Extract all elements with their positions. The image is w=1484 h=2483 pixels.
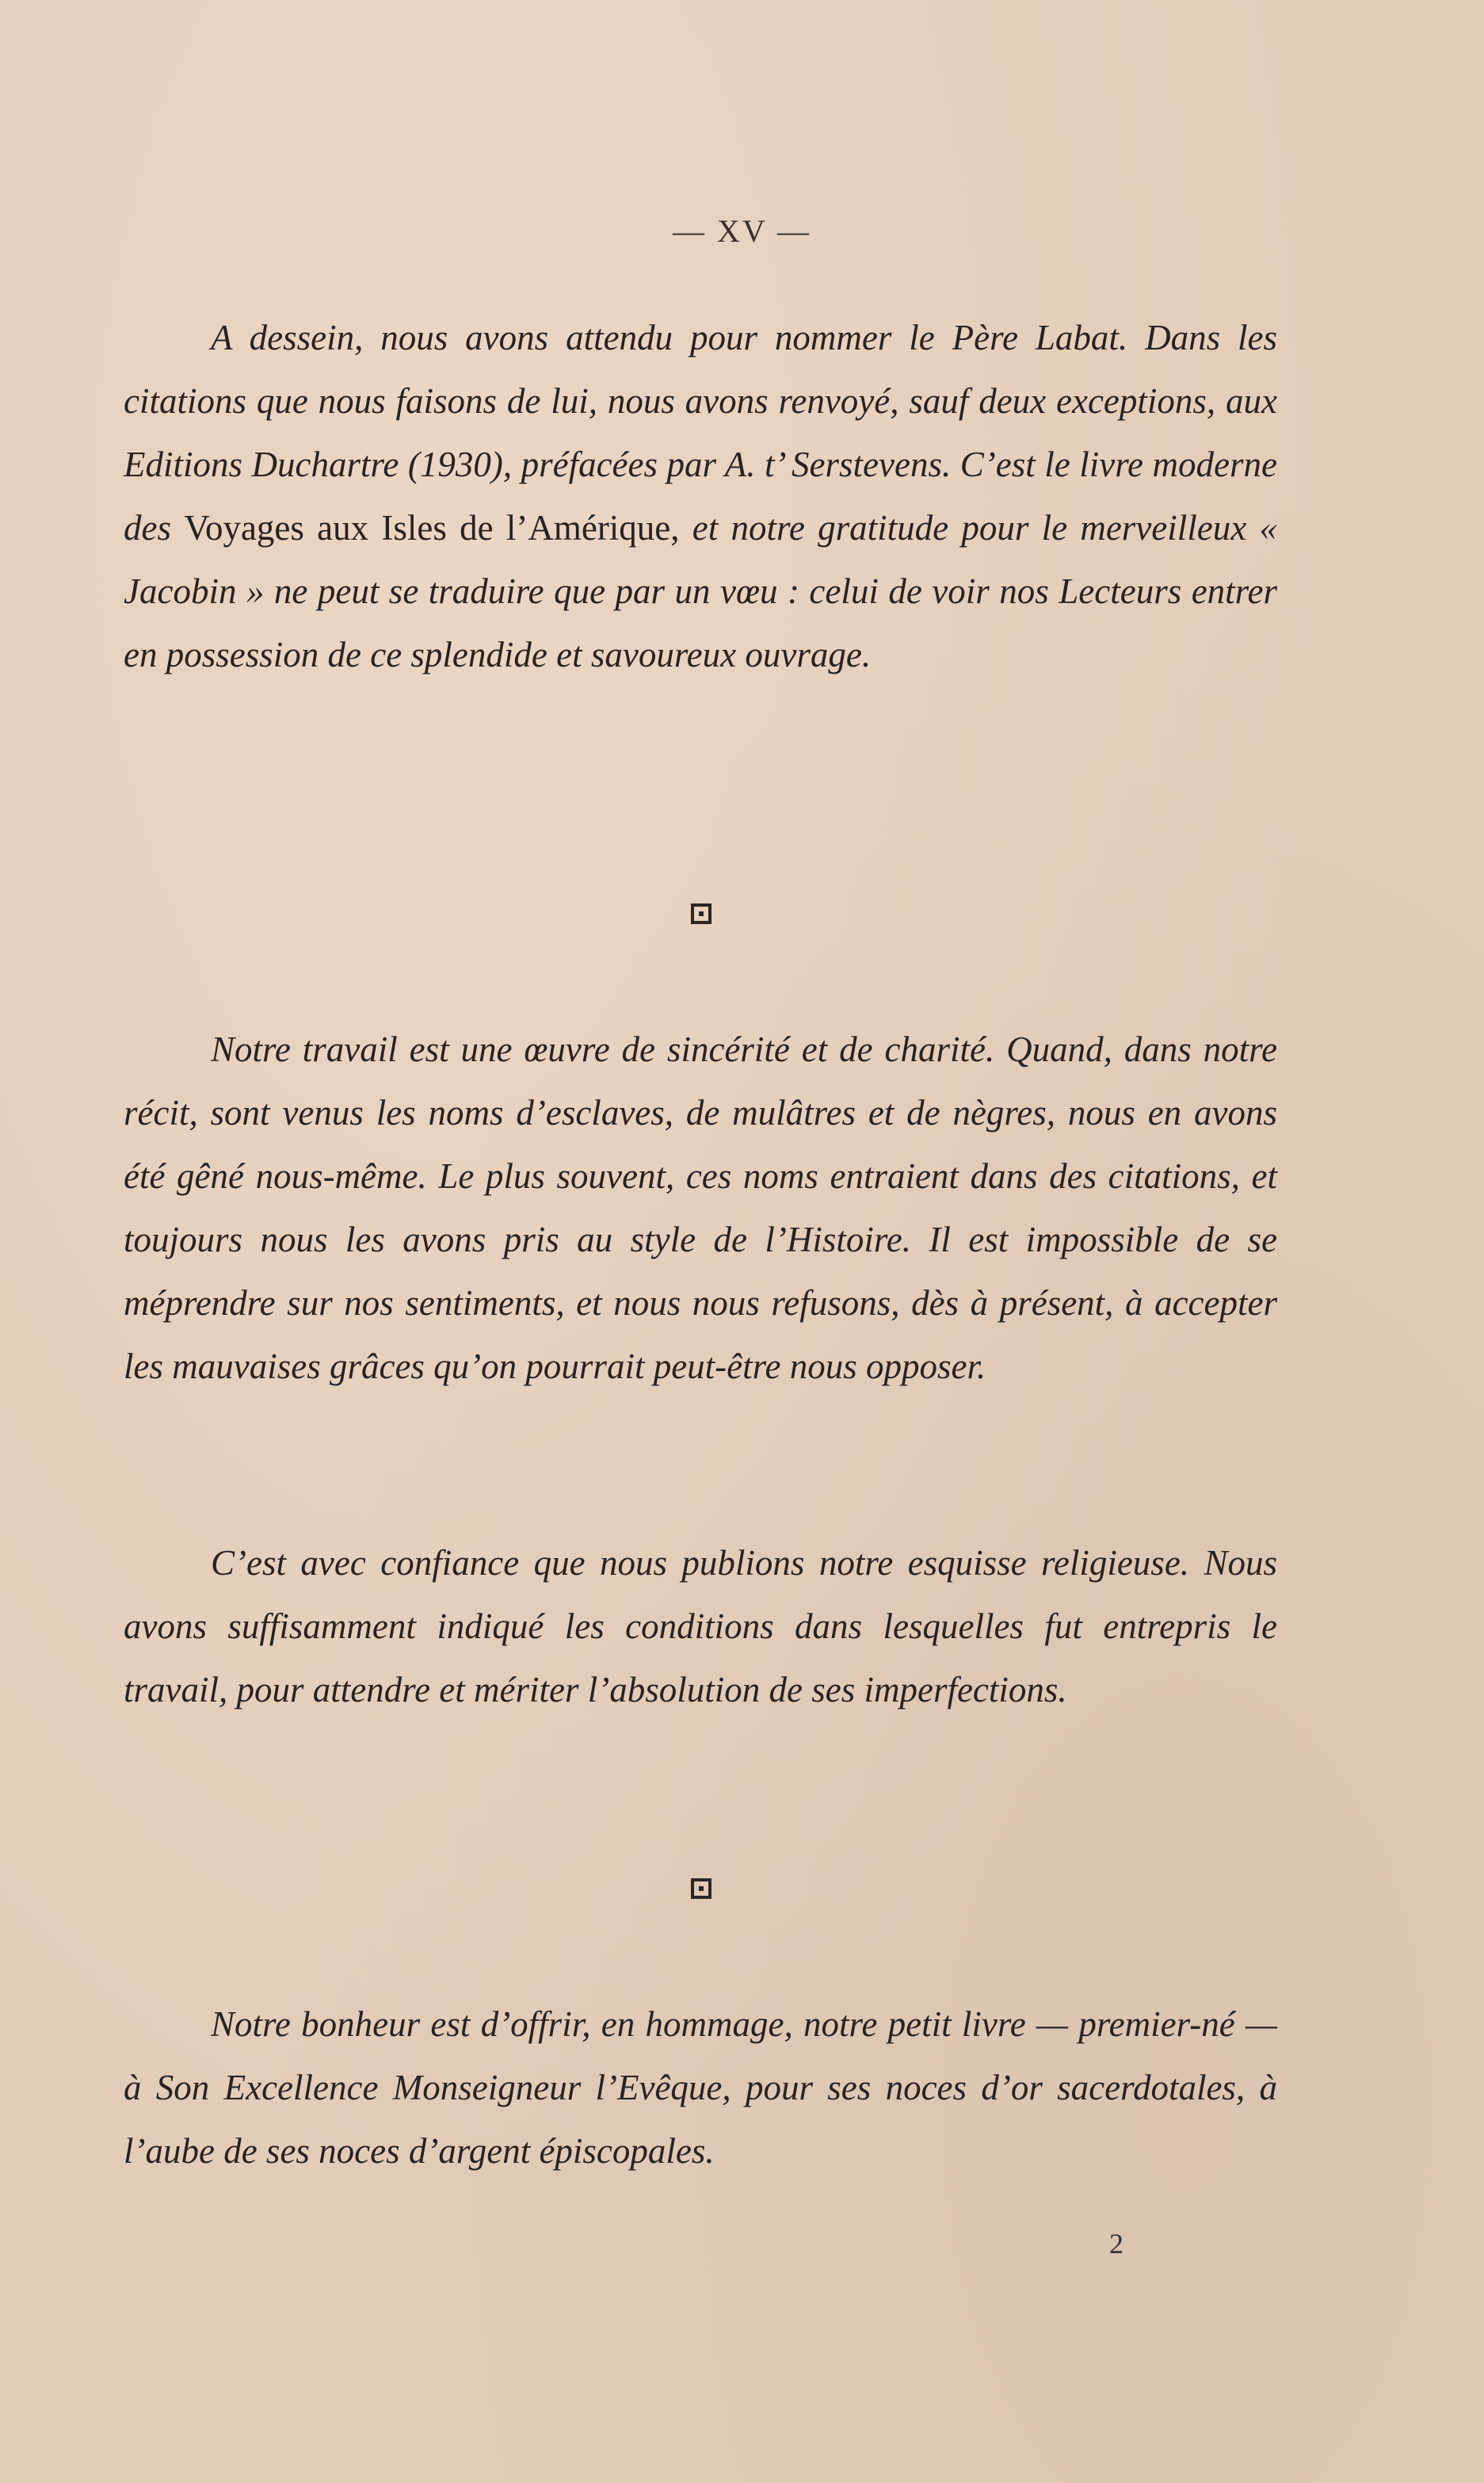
paragraph-pere-labat (124, 306, 1277, 686)
paragraph-text: Notre bonheur est d’offrir, en hommage, notre petit livre — premier-né — à Son Excellence Monseigneur l’Evêque, pour ses noces d’or sacerdotales, à l’aube de ses noces d’argent épiscopales. (124, 2004, 1277, 2171)
page-number-header: — XV — (672, 213, 812, 249)
paragraph-text (124, 306, 1277, 686)
square-ornament-icon (691, 1878, 711, 1899)
square-ornament-icon (691, 903, 711, 924)
paragraph-text: C’est avec confiance que nous publions notre esquisse religieuse. Nous avons suffisamment indiqué les conditions dans lesquelles fut entrepris le travail, pour attendre et mériter l’absolution de ses imperfections. (124, 1543, 1277, 1709)
paragraph-text-start: A dessein, nous avons attendu pour nommer le Père Labat. Dans les citations que nous faisons de lui, nous avons renvoyé, sauf deux exceptions, aux Editions Duchartre (1930), préfacées par A. t’ Serstevens. C’est le livre moderne des (124, 318, 1277, 548)
paragraph-sincerite (124, 1018, 1277, 1398)
paragraph-dedicace (124, 1992, 1277, 2183)
book-title: Voyages aux Isles de l’Amérique, (184, 508, 680, 548)
paragraph-confiance (124, 1531, 1277, 1721)
signature-mark: 2 (1109, 2228, 1123, 2260)
paragraph-text: Notre travail est une œuvre de sincérité et de charité. Quand, dans notre récit, sont venus les noms d’esclaves, de mulâtres et de nègres, nous en avons été gêné nous-même. Le plus souvent, ces noms entraient dans des citations, et toujours nous les avons pris au style de l’Histoire. Il est impossible de se méprendre sur nos sentiments, et nous nous refusons, dès à présent, à accepter les mauvaises grâces qu’on pourrait peut-être nous opposer. (124, 1029, 1277, 1386)
paragraph-text-end: et notre gratitude pour le merveilleux « Jacobin » ne peut se traduire que par un vœu : celui de voir nos Lecteurs entrer en possession de ce splendide et savoureux ouvrage. (124, 508, 1277, 674)
